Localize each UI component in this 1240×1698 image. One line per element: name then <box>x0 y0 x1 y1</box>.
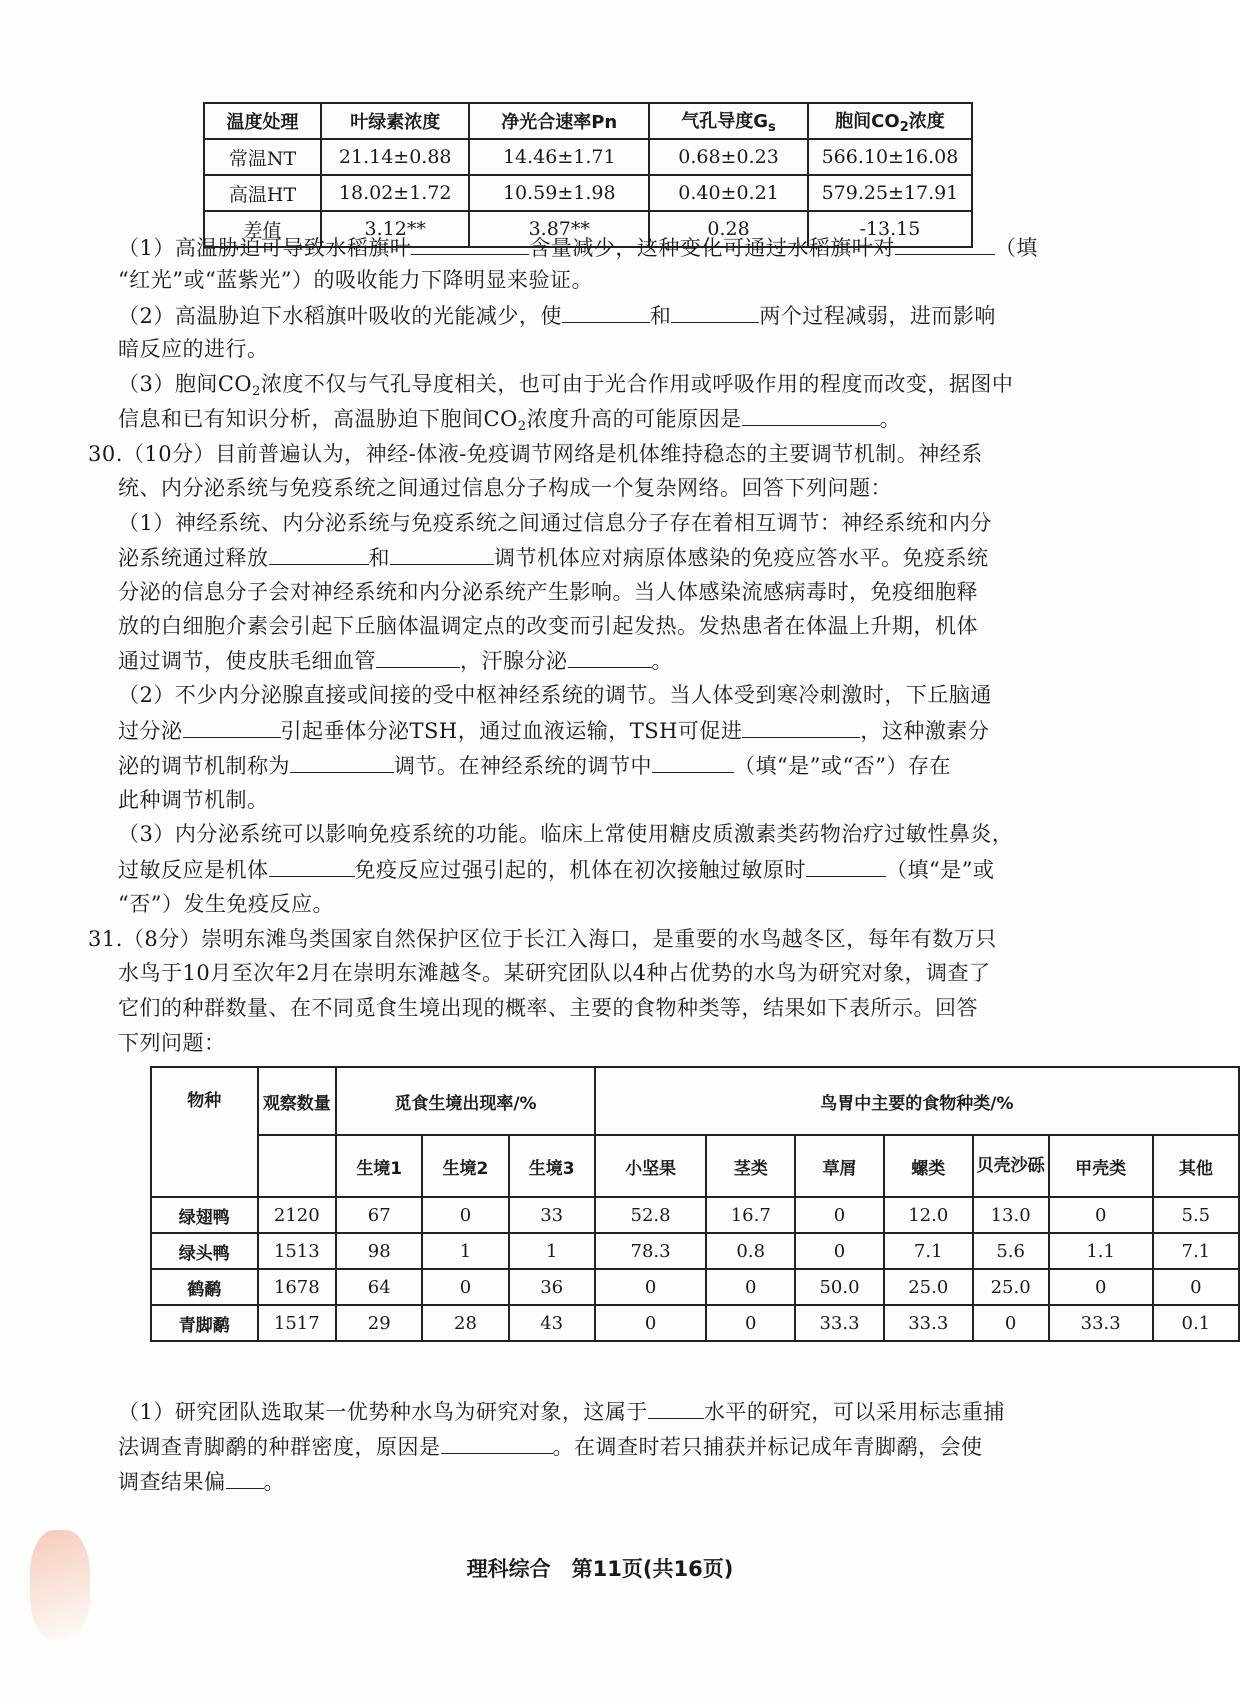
table-cell: 0 <box>706 1269 795 1305</box>
table-row <box>204 175 972 211</box>
table-cell: 0.68±0.23 <box>649 139 808 175</box>
table-cell: 0 <box>973 1305 1049 1341</box>
q30-line5: 分泌的信息分子会对神经系统和内分泌系统产生影响。当人体感染流感病毒时，免疫细胞释 <box>118 580 978 604</box>
table-cell: 1 <box>422 1233 508 1269</box>
table-row <box>204 139 972 175</box>
table-cell: 14.46±1.71 <box>469 139 649 175</box>
q30-line10 <box>118 750 951 781</box>
q31-line3: 它们的种群数量、在不同觅食生境出现的概率、主要的食物种类等，结果如下表所示。回答 <box>118 996 978 1020</box>
q31-line1: 31.（8分）崇明东滩鸟类国家自然保护区位于长江入海口，是重要的水鸟越冬区，每年有数万只 <box>88 927 997 951</box>
q30-line1: 30.（10分）目前普遍认为，神经-体液-免疫调节网络是机体维持稳态的主要调节机制。神经系 <box>88 442 983 466</box>
table-cell: 0 <box>1049 1197 1153 1233</box>
text: 。在调查时若只捕获并标记成年青脚鹬，会使 <box>552 1435 983 1459</box>
table-cell: 绿翅鸭 <box>151 1197 258 1233</box>
waterbird-table <box>150 1066 1240 1342</box>
text: 两个过程减弱，进而影响 <box>759 304 996 328</box>
table-cell: 7.1 <box>884 1233 973 1269</box>
table-cell: 12.0 <box>884 1197 973 1233</box>
table-cell: 33.3 <box>795 1305 884 1341</box>
table-cell: 52.8 <box>595 1197 707 1233</box>
header-text: 胞间CO <box>835 111 900 132</box>
table-header-cell: 其他 <box>1153 1135 1239 1197</box>
table-cell: 33.3 <box>884 1305 973 1341</box>
page-footer: 理科综合 第11页(共16页) <box>466 1557 734 1581</box>
table-cell: 566.10±16.08 <box>808 139 972 175</box>
answer-blank <box>806 854 886 877</box>
q31-part1-line2 <box>118 1431 983 1462</box>
table-cell: 0.28 <box>649 211 808 247</box>
text: 。 <box>263 1470 285 1494</box>
table-header-cell: 甲壳类 <box>1049 1135 1153 1197</box>
text: 含量减少，这种变化可通过水稻旗叶对 <box>529 236 895 260</box>
answer-blank <box>895 232 995 255</box>
table-cell: 28 <box>422 1305 508 1341</box>
table-header-cell: 生境1 <box>336 1135 422 1197</box>
table-cell: 高温HT <box>204 175 321 211</box>
text: （3）胞间CO <box>118 372 253 396</box>
answer-blank <box>441 1431 553 1454</box>
text: 泌系统通过释放 <box>118 546 269 570</box>
table-cell: -13.15 <box>808 211 972 247</box>
table-cell: 0 <box>795 1233 884 1269</box>
q30-line13 <box>118 854 994 885</box>
text: 信息和已有知识分析，高温胁迫下胞间CO <box>118 407 518 431</box>
text: 调节机体应对病原体感染的免疫应答水平。免疫系统 <box>494 546 989 570</box>
q31-part1-line3 <box>118 1466 285 1497</box>
table-cell: 0 <box>706 1305 795 1341</box>
answer-blank <box>376 645 460 668</box>
q29-part2-line2: 暗反应的进行。 <box>118 337 269 361</box>
table-cell: 13.0 <box>973 1197 1049 1233</box>
q30-line2: 统、内分泌系统与免疫系统之间通过信息分子构成一个复杂网络。回答下列问题： <box>118 476 892 500</box>
text: 水平的研究，可以采用标志重捕 <box>703 1400 1005 1424</box>
text: （2）高温胁迫下水稻旗叶吸收的光能减少，使 <box>118 304 562 328</box>
q30-line8: （2）不少内分泌腺直接或间接的受中枢神经系统的调节。当人体受到寒冷刺激时，下丘脑通 <box>118 683 992 707</box>
table-header-row <box>151 1067 1239 1135</box>
text: 过分泌 <box>118 719 183 743</box>
text: 。 <box>651 649 673 673</box>
table-cell: 1678 <box>258 1269 337 1305</box>
answer-blank <box>671 300 759 323</box>
text: （填“是”或“否”）存在 <box>734 754 951 778</box>
table-cell: 1517 <box>258 1305 337 1341</box>
text: 泌的调节机制称为 <box>118 754 290 778</box>
answer-blank <box>742 715 860 738</box>
table-cell: 1513 <box>258 1233 337 1269</box>
table-cell: 0 <box>1153 1269 1239 1305</box>
table-cell: 10.59±1.98 <box>469 175 649 211</box>
answer-blank <box>652 750 734 773</box>
table-header-cell: 生境2 <box>422 1135 508 1197</box>
table-cell: 33 <box>509 1197 595 1233</box>
answer-blank <box>226 1466 264 1489</box>
q31-part1-line1 <box>118 1396 1005 1427</box>
q30-line6: 放的白细胞介素会引起下丘脑体温调定点的改变而引起发热。发热患者在体温上升期，机体 <box>118 614 978 638</box>
q30-line7 <box>118 645 673 676</box>
text: 和 <box>368 546 390 570</box>
table-cell: 0 <box>1049 1269 1153 1305</box>
table-header-cell <box>808 103 972 139</box>
table-cell: 0.40±0.21 <box>649 175 808 211</box>
table-header-cell: 茎类 <box>706 1135 795 1197</box>
table-cell: 78.3 <box>595 1233 707 1269</box>
q30-line12: （3）内分泌系统可以影响免疫系统的功能。临床上常使用糖皮质激素类药物治疗过敏性鼻炎， <box>118 822 1014 846</box>
table-cell: 绿头鸭 <box>151 1233 258 1269</box>
table-row <box>151 1269 1239 1305</box>
answer-blank <box>562 300 650 323</box>
table-cell: 5.6 <box>973 1233 1049 1269</box>
text: 通过调节，使皮肤毛细血管 <box>118 649 376 673</box>
table-cell: 0.1 <box>1153 1305 1239 1341</box>
q30-line3: （1）神经系统、内分泌系统与免疫系统之间通过信息分子存在着相互调节：神经系统和内分 <box>118 511 992 535</box>
text: 。 <box>879 407 902 431</box>
text: 引起垂体分泌TSH，通过血液运输，TSH可促进 <box>280 719 743 743</box>
text: ，汗腺分泌 <box>460 649 568 673</box>
table-header-cell: 鸟胃中主要的食物种类/% <box>595 1067 1239 1135</box>
answer-blank <box>269 854 355 877</box>
answer-blank <box>269 542 369 565</box>
table-cell: 5.5 <box>1153 1197 1239 1233</box>
table-cell: 16.7 <box>706 1197 795 1233</box>
table-cell: 1.1 <box>1049 1233 1153 1269</box>
table-header-cell: 净光合速率Pn <box>469 103 649 139</box>
table-row <box>151 1233 1239 1269</box>
table-cell: 0 <box>595 1305 707 1341</box>
table-header-cell: 生境3 <box>509 1135 595 1197</box>
table-cell: 0 <box>795 1197 884 1233</box>
answer-blank <box>183 715 281 738</box>
answer-blank <box>390 542 494 565</box>
text: 浓度升高的可能原因是 <box>526 407 742 431</box>
text: 免疫反应过强引起的，机体在初次接触过敏原时 <box>354 858 806 882</box>
answer-blank <box>290 750 394 773</box>
table-cell: 67 <box>336 1197 422 1233</box>
table-cell: 33.3 <box>1049 1305 1153 1341</box>
table-cell: 1 <box>509 1233 595 1269</box>
table-header-cell: 草屑 <box>795 1135 884 1197</box>
table-cell <box>258 1135 337 1197</box>
text: 调节。在神经系统的调节中 <box>394 754 652 778</box>
table-cell: 0 <box>595 1269 707 1305</box>
table-subheader-row <box>151 1135 1239 1197</box>
text: 调查结果偏 <box>118 1470 226 1494</box>
text: （1）高温胁迫可导致水稻旗叶 <box>118 236 412 260</box>
table-cell: 差值 <box>204 211 321 247</box>
table-cell: 鹤鹬 <box>151 1269 258 1305</box>
answer-blank <box>742 403 880 426</box>
table-row <box>151 1197 1239 1233</box>
table-cell: 64 <box>336 1269 422 1305</box>
text: ，这种激素分 <box>860 719 990 743</box>
table-cell: 29 <box>336 1305 422 1341</box>
table-cell: 3.12** <box>321 211 469 247</box>
table-cell: 青脚鹬 <box>151 1305 258 1341</box>
text: 和 <box>649 304 672 328</box>
header-text: 气孔导度G <box>681 111 769 132</box>
table-header-cell <box>649 103 808 139</box>
table-header-cell: 螺类 <box>884 1135 973 1197</box>
q30-line14: “否”）发生免疫反应。 <box>118 892 334 916</box>
temperature-table <box>203 102 973 248</box>
table-cell: 0.8 <box>706 1233 795 1269</box>
paper-stain <box>30 1530 90 1640</box>
q29-part3-line1 <box>118 369 1013 407</box>
answer-blank <box>568 645 652 668</box>
table-cell: 21.14±0.88 <box>321 139 469 175</box>
table-cell: 0 <box>422 1197 508 1233</box>
q31-line4: 下列问题： <box>118 1031 226 1055</box>
table-cell: 3.87** <box>469 211 649 247</box>
table-header-cell: 觅食生境出现率/% <box>336 1067 595 1135</box>
subscript: 2 <box>517 419 527 434</box>
table-cell: 579.25±17.91 <box>808 175 972 211</box>
header-text: 浓度 <box>908 111 945 132</box>
q30-line9 <box>118 715 989 746</box>
table-cell: 7.1 <box>1153 1233 1239 1269</box>
q30-line11: 此种调节机制。 <box>118 788 269 812</box>
table-header-cell: 温度处理 <box>204 103 321 139</box>
subscript: 2 <box>252 384 261 399</box>
table-header-cell: 物种 <box>151 1067 258 1197</box>
text: 法调查青脚鹬的种群密度，原因是 <box>118 1435 441 1459</box>
table-header-row <box>204 103 972 139</box>
table-cell: 2120 <box>258 1197 337 1233</box>
subscript: 2 <box>899 120 909 135</box>
answer-blank <box>648 1396 704 1419</box>
text: 过敏反应是机体 <box>118 858 269 882</box>
table-cell: 0 <box>422 1269 508 1305</box>
q29-part1-line2: “红光”或“蓝紫光”）的吸收能力下降明显来验证。 <box>118 268 593 292</box>
table-cell: 98 <box>336 1233 422 1269</box>
subscript: s <box>768 120 776 135</box>
table-cell: 43 <box>509 1305 595 1341</box>
answer-blank <box>411 232 529 255</box>
table-cell: 25.0 <box>973 1269 1049 1305</box>
q29-part3-line2 <box>118 403 901 442</box>
table-header-cell: 贝壳沙砾 <box>973 1135 1049 1197</box>
text: （填“是”或 <box>886 858 995 882</box>
table-header-cell: 小坚果 <box>595 1135 707 1197</box>
table-cell: 50.0 <box>795 1269 884 1305</box>
table-cell: 18.02±1.72 <box>321 175 469 211</box>
table-row <box>151 1305 1239 1341</box>
q31-line2: 水鸟于10月至次年2月在崇明东滩越冬。某研究团队以4种占优势的水鸟为研究对象，调查了 <box>118 961 991 985</box>
text: （1）研究团队选取某一优势种水鸟为研究对象，这属于 <box>118 1400 648 1424</box>
q29-part2-line1 <box>118 300 996 331</box>
table-cell: 36 <box>509 1269 595 1305</box>
table-cell: 25.0 <box>884 1269 973 1305</box>
table-cell: 常温NT <box>204 139 321 175</box>
text: 浓度不仅与气孔导度相关，也可由于光合作用或呼吸作用的程度而改变，据图中 <box>260 372 1014 396</box>
text: （填 <box>994 236 1038 260</box>
table-header-cell: 观察数量 <box>258 1067 337 1135</box>
q30-line4 <box>118 542 989 573</box>
q29-part1-line1 <box>118 232 1038 263</box>
table-header-cell: 叶绿素浓度 <box>321 103 469 139</box>
